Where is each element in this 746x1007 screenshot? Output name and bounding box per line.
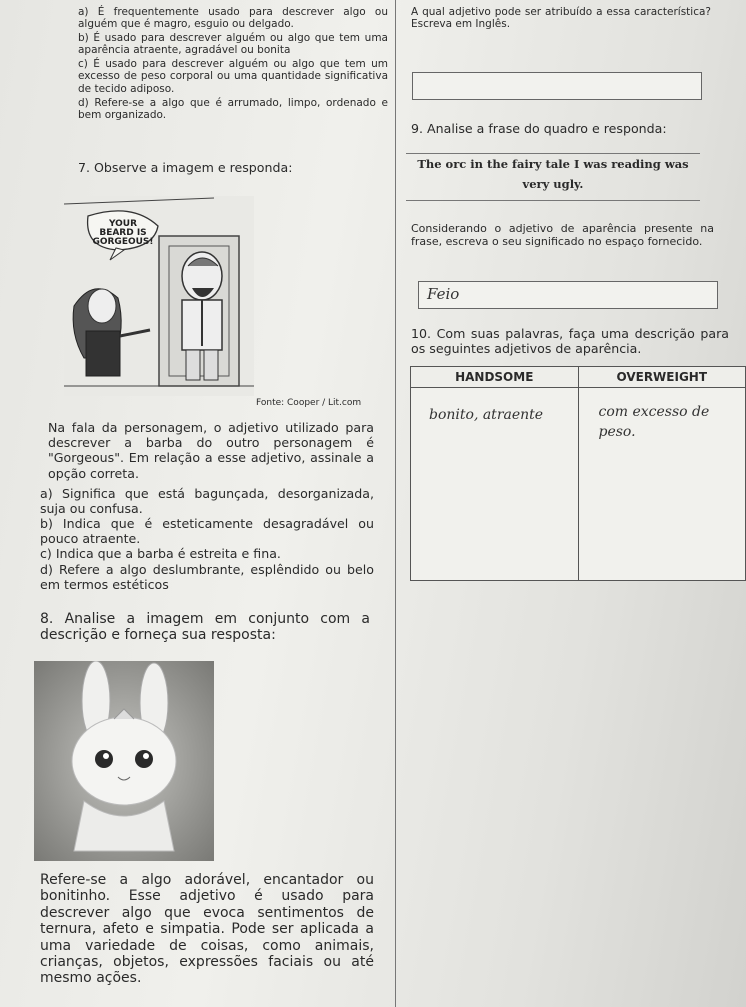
cartoon-source: Fonte: Cooper / Lit.com	[256, 398, 362, 408]
q7-option-a: a) Significa que está bagunçada, desorganizada, suja ou confusa.	[40, 486, 374, 517]
q8-prompt: 8. Analise a imagem em conjunto com a descrição e forneça sua resposta:	[40, 611, 370, 644]
bunny-image	[34, 661, 214, 861]
speech-line-2: BEARD IS	[99, 228, 147, 238]
q9-instruction: Considerando o adjetivo de aparência presente na frase, escreva o seu significado no espaço fornecido.	[411, 222, 714, 249]
q6-option-a: a) É frequentemente usado para descrever algo ou alguém que é magro, esguio ou delgado.	[78, 6, 388, 31]
q7-option-b: b) Indica que é esteticamente desagradável ou pouco atraente.	[40, 516, 374, 547]
q8-answer-box[interactable]	[412, 72, 702, 100]
column-handsome: HANDSOME	[411, 367, 579, 388]
cartoon-image	[64, 196, 254, 396]
speech-line-1: YOUR	[108, 219, 138, 229]
column-overweight: OVERWEIGHT	[578, 367, 746, 388]
q9-handwritten-answer: Feio	[427, 285, 460, 303]
q8-description: Refere-se a algo adorável, encantador ou bonitinho. Esse adjetivo é usado para descrever algo que evoca sentimentos de ternura, afeto e simpatia. Pode ser aplicada a uma variedade de coisas, como animais, crianças, objetos, expressões faciais ou até mesmo ações.	[40, 872, 374, 987]
overweight-answer-cell[interactable]	[578, 388, 746, 581]
q8-right-question: A qual adjetivo pode ser atribuído a essa característica? Escreva em Inglês.	[411, 6, 711, 31]
handsome-answer-cell[interactable]	[411, 388, 579, 581]
q10-adjective-table	[410, 366, 746, 581]
q7-option-c: c) Indica que a barba é estreita e fina.	[40, 546, 281, 561]
q6-option-c: c) É usado para descrever alguém ou algo que tem um excesso de peso corporal ou uma quantidade significativa de tecido adiposo.	[78, 58, 388, 95]
q9-quote-box: The orc in the fairy tale I was reading was very ugly.	[406, 153, 700, 201]
q7-prompt: 7. Observe a imagem e responda:	[78, 160, 293, 175]
handsome-handwritten-answer: bonito, atraente	[429, 407, 544, 423]
overweight-handwritten-answer: com excesso de peso.	[598, 404, 710, 440]
q9-prompt: 9. Analise a frase do quadro e responda:	[411, 121, 667, 136]
column-divider	[395, 0, 396, 1007]
q6-option-d: d) Refere-se a algo que é arrumado, limpo, ordenado e bem organizado.	[78, 97, 388, 122]
q6-option-b: b) É usado para descrever alguém ou algo que tem uma aparência atraente, agradável ou bonita	[78, 32, 388, 57]
speech-line-3: GORGEOUS!	[92, 237, 154, 247]
q10-prompt: 10. Com suas palavras, faça uma descrição para os seguintes adjetivos de aparência.	[411, 326, 729, 357]
q7-question: Na fala da personagem, o adjetivo utilizado para descrever a barba do outro personagem é "Gorgeous". Em relação a esse adjetivo, assinale a opção correta.	[48, 420, 374, 481]
q9-answer-box[interactable]	[418, 281, 718, 309]
q7-option-d[interactable]: d) Refere a algo deslumbrante, esplêndido ou belo em termos estéticos	[40, 562, 374, 593]
